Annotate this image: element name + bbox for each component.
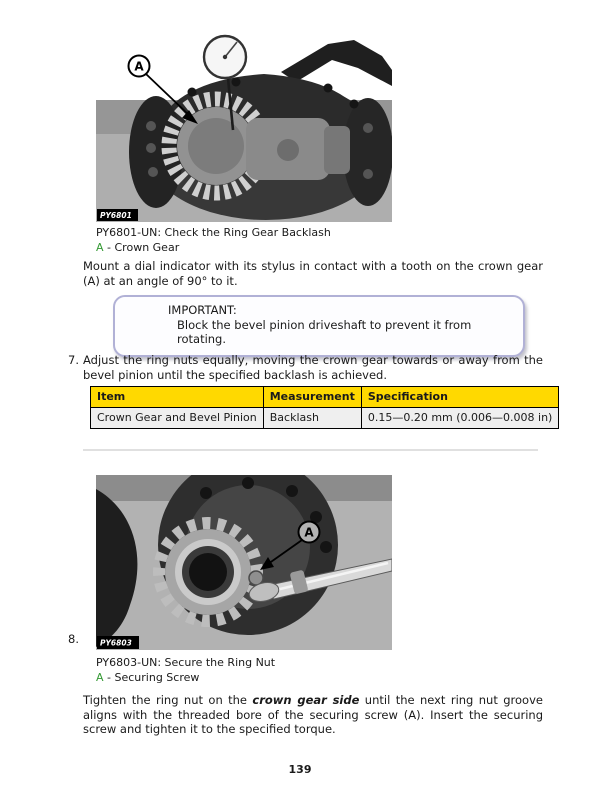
step-8-number: 8. (68, 632, 79, 646)
figure2-caption: PY6803-UN: Secure the Ring Nut (96, 656, 276, 669)
table-cell-measurement: Backlash (263, 408, 361, 429)
table-header-measurement: Measurement (263, 387, 361, 408)
figure1-caption: PY6801-UN: Check the Ring Gear Backlash (96, 226, 331, 239)
paragraph2-before: Tighten the ring nut on the (83, 693, 253, 707)
figure-check-ring-gear-backlash (96, 30, 392, 222)
important-label: IMPORTANT: (168, 303, 237, 317)
figure1-legend-sep: - (103, 241, 115, 254)
table-header-specification: Specification (361, 387, 559, 408)
figure2-legend-key: A (96, 671, 104, 684)
svg-text:PY6801: PY6801 (100, 211, 132, 220)
paragraph2-emphasis: crown gear side (252, 693, 360, 707)
callout-letter-a: A (134, 59, 144, 74)
table-cell-item: Crown Gear and Bevel Pinion (91, 408, 264, 429)
figure2-legend-sep: - (103, 671, 115, 684)
section-divider (83, 449, 538, 451)
svg-text:PY6803: PY6803 (100, 638, 132, 648)
figure2-watermark (97, 636, 139, 649)
figure1-legend-value: Crown Gear (114, 241, 180, 254)
figure1-legend-key: A (96, 241, 104, 254)
photo-ring-nut-securing-screw (96, 475, 392, 650)
table-header-row (91, 387, 559, 408)
figure1-watermark (97, 209, 138, 221)
securing-screw (249, 571, 263, 585)
figure2-legend-value: Securing Screw (114, 671, 200, 684)
table-cell-specification: 0.15—0.20 mm (0.006—0.008 in) (361, 408, 559, 429)
paragraph-mount-dial-indicator: Mount a dial indicator with its stylus in contact with a tooth on the crown gear (A) at an angle of 90° to it. (83, 259, 543, 288)
table-row (91, 408, 559, 429)
specification-table (90, 386, 559, 429)
callout-letter-a: A (304, 525, 314, 540)
page-number: 139 (288, 763, 312, 776)
table-header-item: Item (91, 387, 264, 408)
step-7-number: 7. (68, 353, 79, 367)
step-7-text: Adjust the ring nuts equally, moving the crown gear towards or away from the bevel pinion until the specified backlash is achieved. (83, 353, 543, 382)
dial-indicator (204, 36, 246, 78)
figure1-legend (96, 241, 179, 254)
step-7 (68, 353, 543, 382)
photo-crown-gear-dial-indicator (96, 30, 392, 222)
important-note-box (113, 295, 525, 357)
figure-secure-ring-nut (96, 475, 392, 650)
paragraph-tighten-ring-nut (83, 693, 543, 737)
paragraph2-after: until the next ring nut groove aligns with the threaded bore of the securing screw (A). Insert the securing screw and tighten it to the specified torque. (83, 693, 543, 737)
important-text: Block the bevel pinion driveshaft to prevent it from rotating. (177, 317, 472, 346)
figure2-legend (96, 671, 199, 684)
